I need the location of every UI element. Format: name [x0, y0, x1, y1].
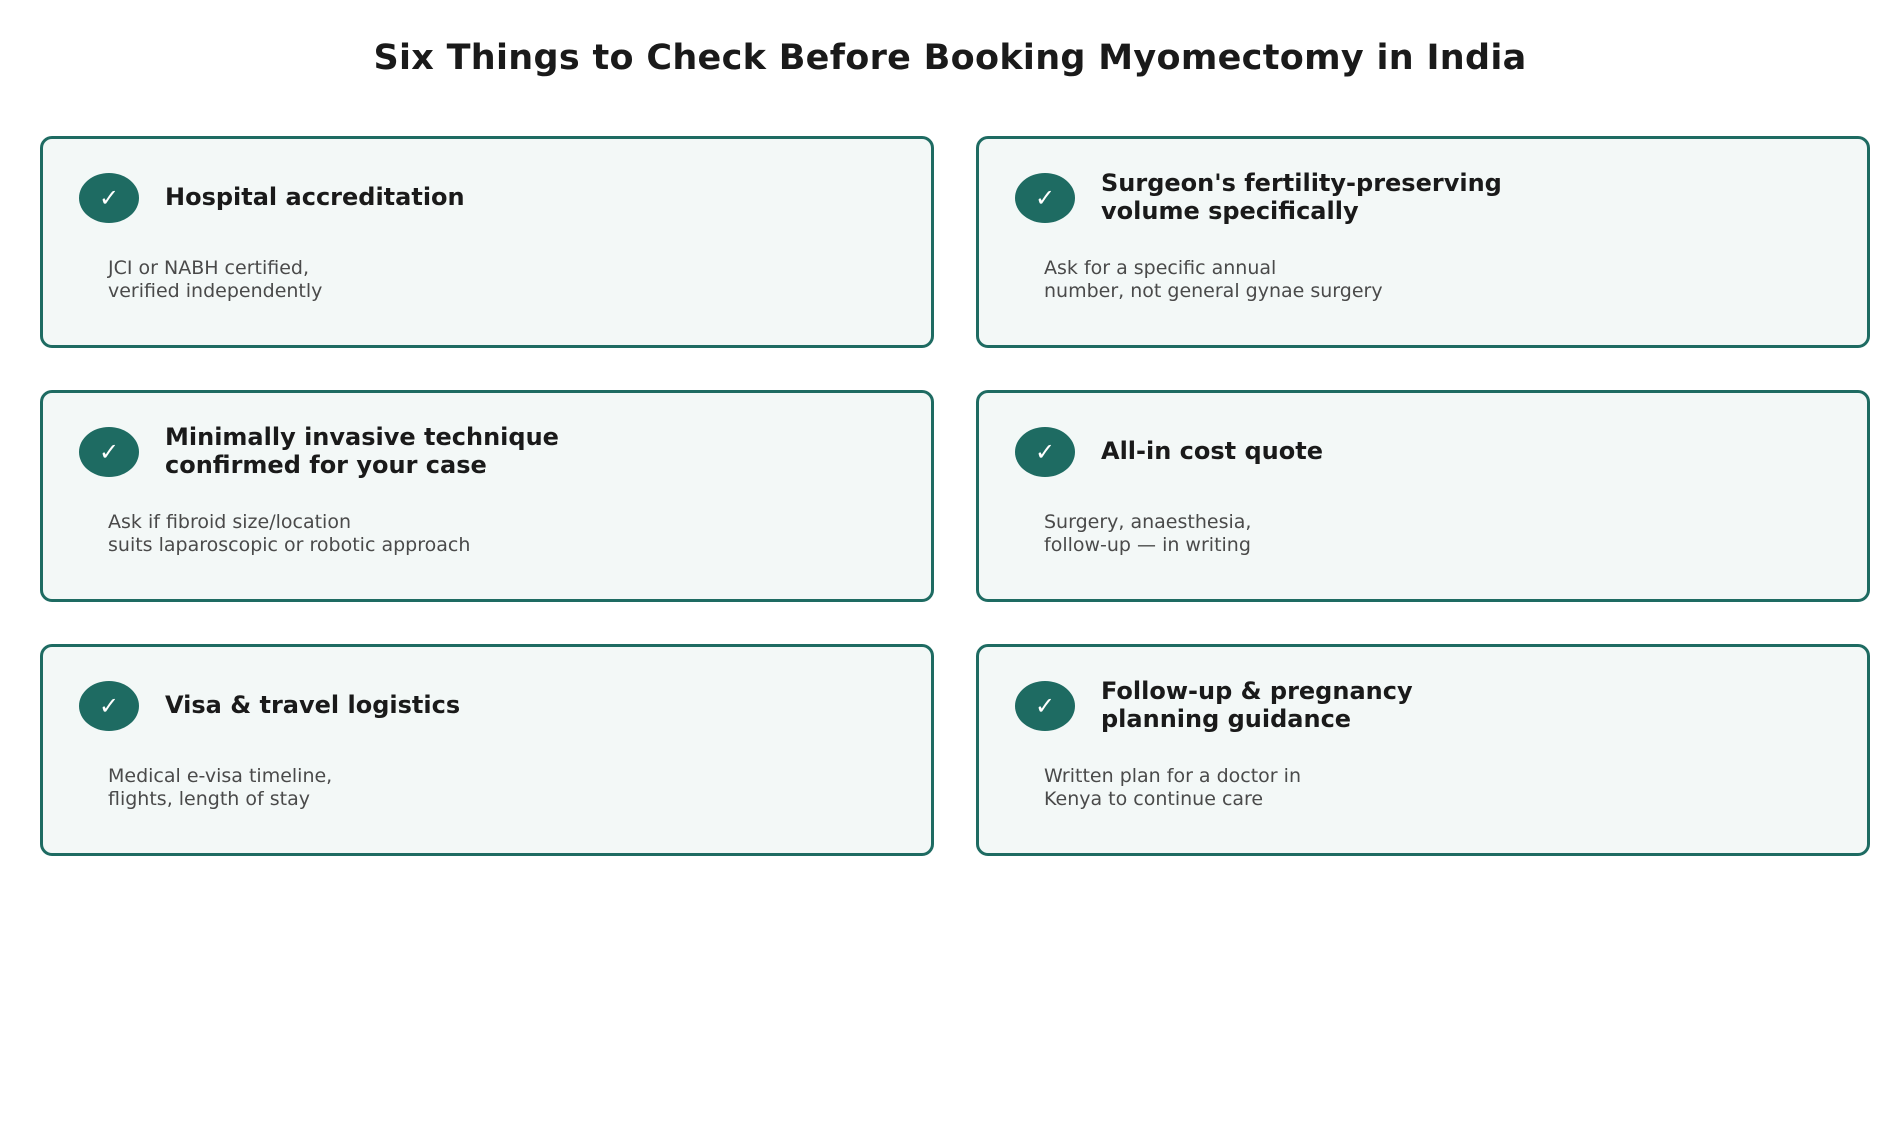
- card-title: All-in cost quote: [1101, 437, 1323, 465]
- card-description: Written plan for a doctor in Kenya to continue care: [1044, 765, 1301, 810]
- checklist-card-cost-quote: [976, 390, 1870, 602]
- page-title: Six Things to Check Before Booking Myomectomy in India: [373, 38, 1527, 78]
- card-title: Minimally invasive technique confirmed for your case: [165, 423, 559, 479]
- checkmark-icon: ✓: [79, 681, 139, 731]
- card-description: Medical e-visa timeline, flights, length of stay: [108, 765, 333, 810]
- checkmark-icon: ✓: [79, 427, 139, 477]
- checkmark-icon: ✓: [1015, 427, 1075, 477]
- checklist-card-hospital-accreditation: [40, 136, 934, 348]
- card-title: Visa & travel logistics: [165, 691, 461, 719]
- checklist-grid: [40, 136, 1870, 856]
- checkmark-icon: ✓: [1015, 173, 1075, 223]
- card-title: Hospital accreditation: [165, 183, 465, 211]
- checklist-card-surgeon-volume: [976, 136, 1870, 348]
- checklist-card-visa-travel: [40, 644, 934, 856]
- card-description: Ask for a specific annual number, not general gynae surgery: [1044, 257, 1383, 302]
- card-title: Surgeon's fertility-preserving volume specifically: [1101, 169, 1502, 225]
- card-description: JCI or NABH certified, verified independently: [108, 257, 323, 302]
- checklist-card-follow-up: [976, 644, 1870, 856]
- card-description: Surgery, anaesthesia, follow-up — in writing: [1044, 511, 1252, 556]
- card-title: Follow-up & pregnancy planning guidance: [1101, 677, 1413, 733]
- checkmark-icon: ✓: [79, 173, 139, 223]
- checklist-card-minimally-invasive: [40, 390, 934, 602]
- card-description: Ask if fibroid size/location suits laparoscopic or robotic approach: [108, 511, 471, 556]
- checkmark-icon: ✓: [1015, 681, 1075, 731]
